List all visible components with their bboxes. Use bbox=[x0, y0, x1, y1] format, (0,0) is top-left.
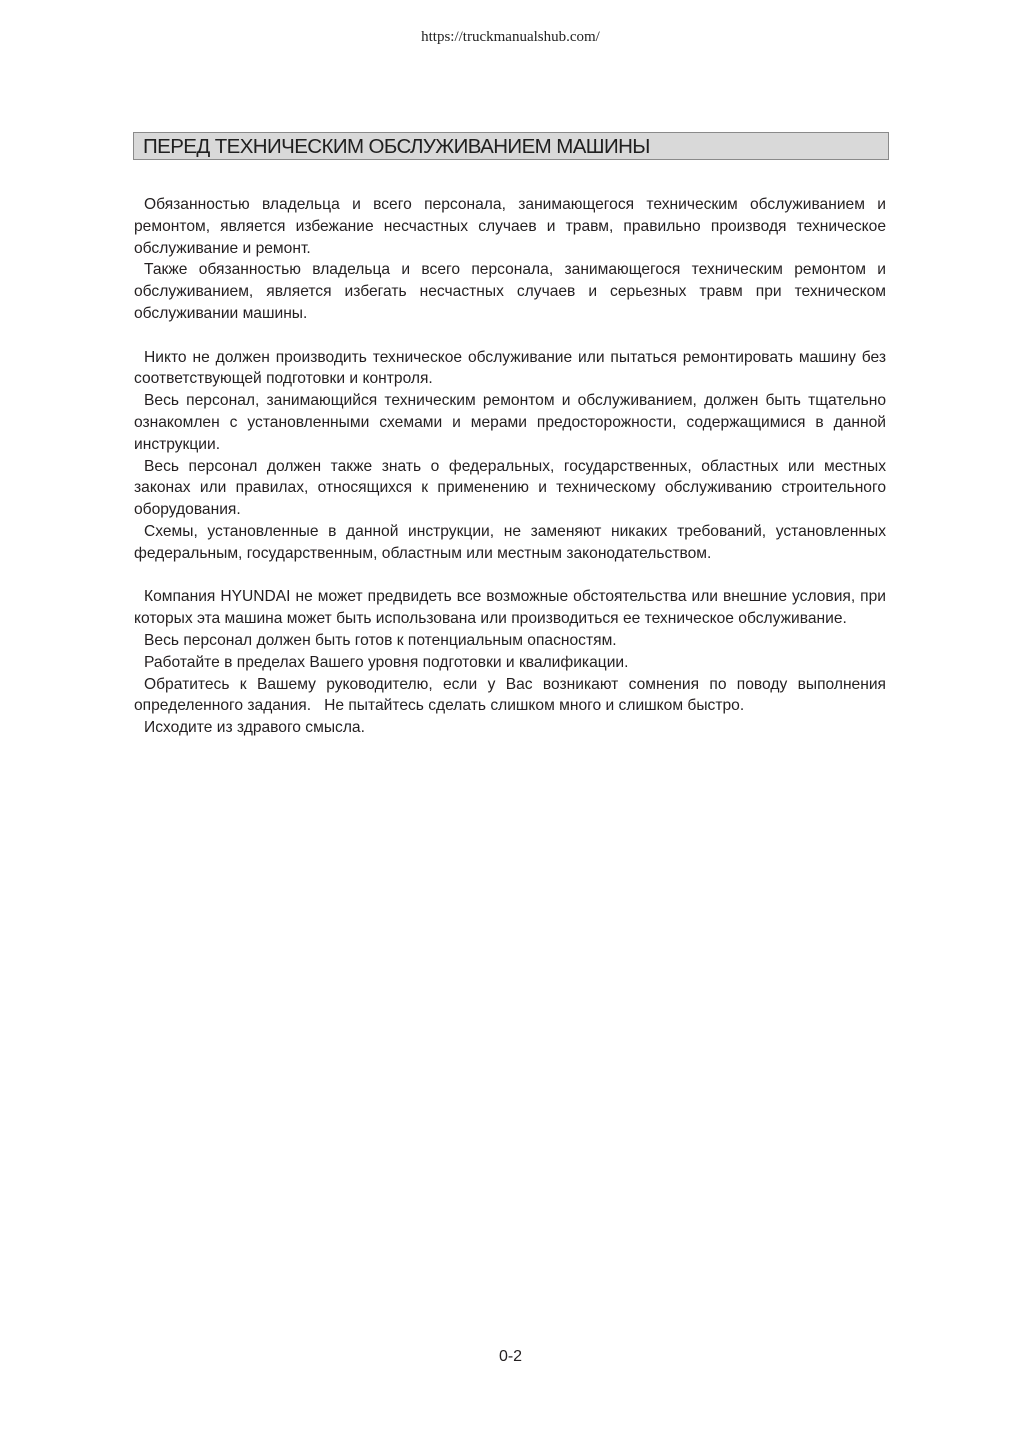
paragraph: Компания HYUNDAI не может предвидеть все возможные обстоятельства или внешние условия, при которых эта машина может быть использована или производиться ее техническое обслуживание. bbox=[134, 588, 891, 628]
paragraph: Обратитесь к Вашему руководителю, если у Вас возникают сомнения по поводу выполнения определенного задания. Не пытайтесь сделать слишком много и слишком быстро. bbox=[134, 675, 891, 715]
paragraph: Схемы, установленные в данной инструкции, не заменяют никаких требований, установленных федеральным, государственным, областным или местным законодательством. bbox=[134, 522, 891, 562]
page-number: 0-2 bbox=[498, 1348, 523, 1365]
paragraph: Также обязанностью владельца и всего персонала, занимающегося техническим ремонтом и обслуживанием, является избегать несчастных случаев и серьезных травм при техническом обслуживании машины. bbox=[134, 261, 891, 322]
paragraph: Никто не должен производить техническое обслуживание или пытаться ремонтировать машину без соответствующей подготовки и контроля. bbox=[134, 348, 891, 388]
paragraph-group-training bbox=[134, 347, 891, 565]
paragraph-spacer bbox=[134, 565, 886, 587]
paragraph: Обязанностью владельца и всего персонала, занимающегося техническим обслуживанием и ремонтом, является избежание несчастных случаев и травм, правильно производя техническое обслуживание и ремонт. bbox=[134, 196, 891, 257]
paragraph: Весь персонал должен также знать о федеральных, государственных, областных или местных законах или правилах, относящихся к применению и техническому обслуживанию строительного оборудования. bbox=[134, 457, 891, 519]
paragraph: Весь персонал, занимающийся техническим ремонтом и обслуживанием, должен быть тщательно ознакомлен с установленными схемами и мерами предосторожности, содержащимися в данной инструкции. bbox=[134, 392, 891, 453]
paragraph-spacer bbox=[134, 325, 886, 347]
section-heading: ПЕРЕД ТЕХНИЧЕСКИМ ОБСЛУЖИВАНИЕМ МАШИНЫ bbox=[133, 132, 889, 160]
paragraph: Работайте в пределах Вашего уровня подготовки и квалификации. bbox=[144, 653, 629, 671]
paragraph: Исходите из здравого смысла. bbox=[144, 719, 365, 737]
paragraph-group-hazards bbox=[134, 586, 891, 739]
paragraph: Весь персонал должен быть готов к потенциальным опасностям. bbox=[144, 631, 617, 649]
source-url: https://truckmanualshub.com/ bbox=[421, 29, 600, 45]
paragraph-group-responsibility bbox=[134, 194, 891, 325]
document-body bbox=[134, 194, 891, 739]
